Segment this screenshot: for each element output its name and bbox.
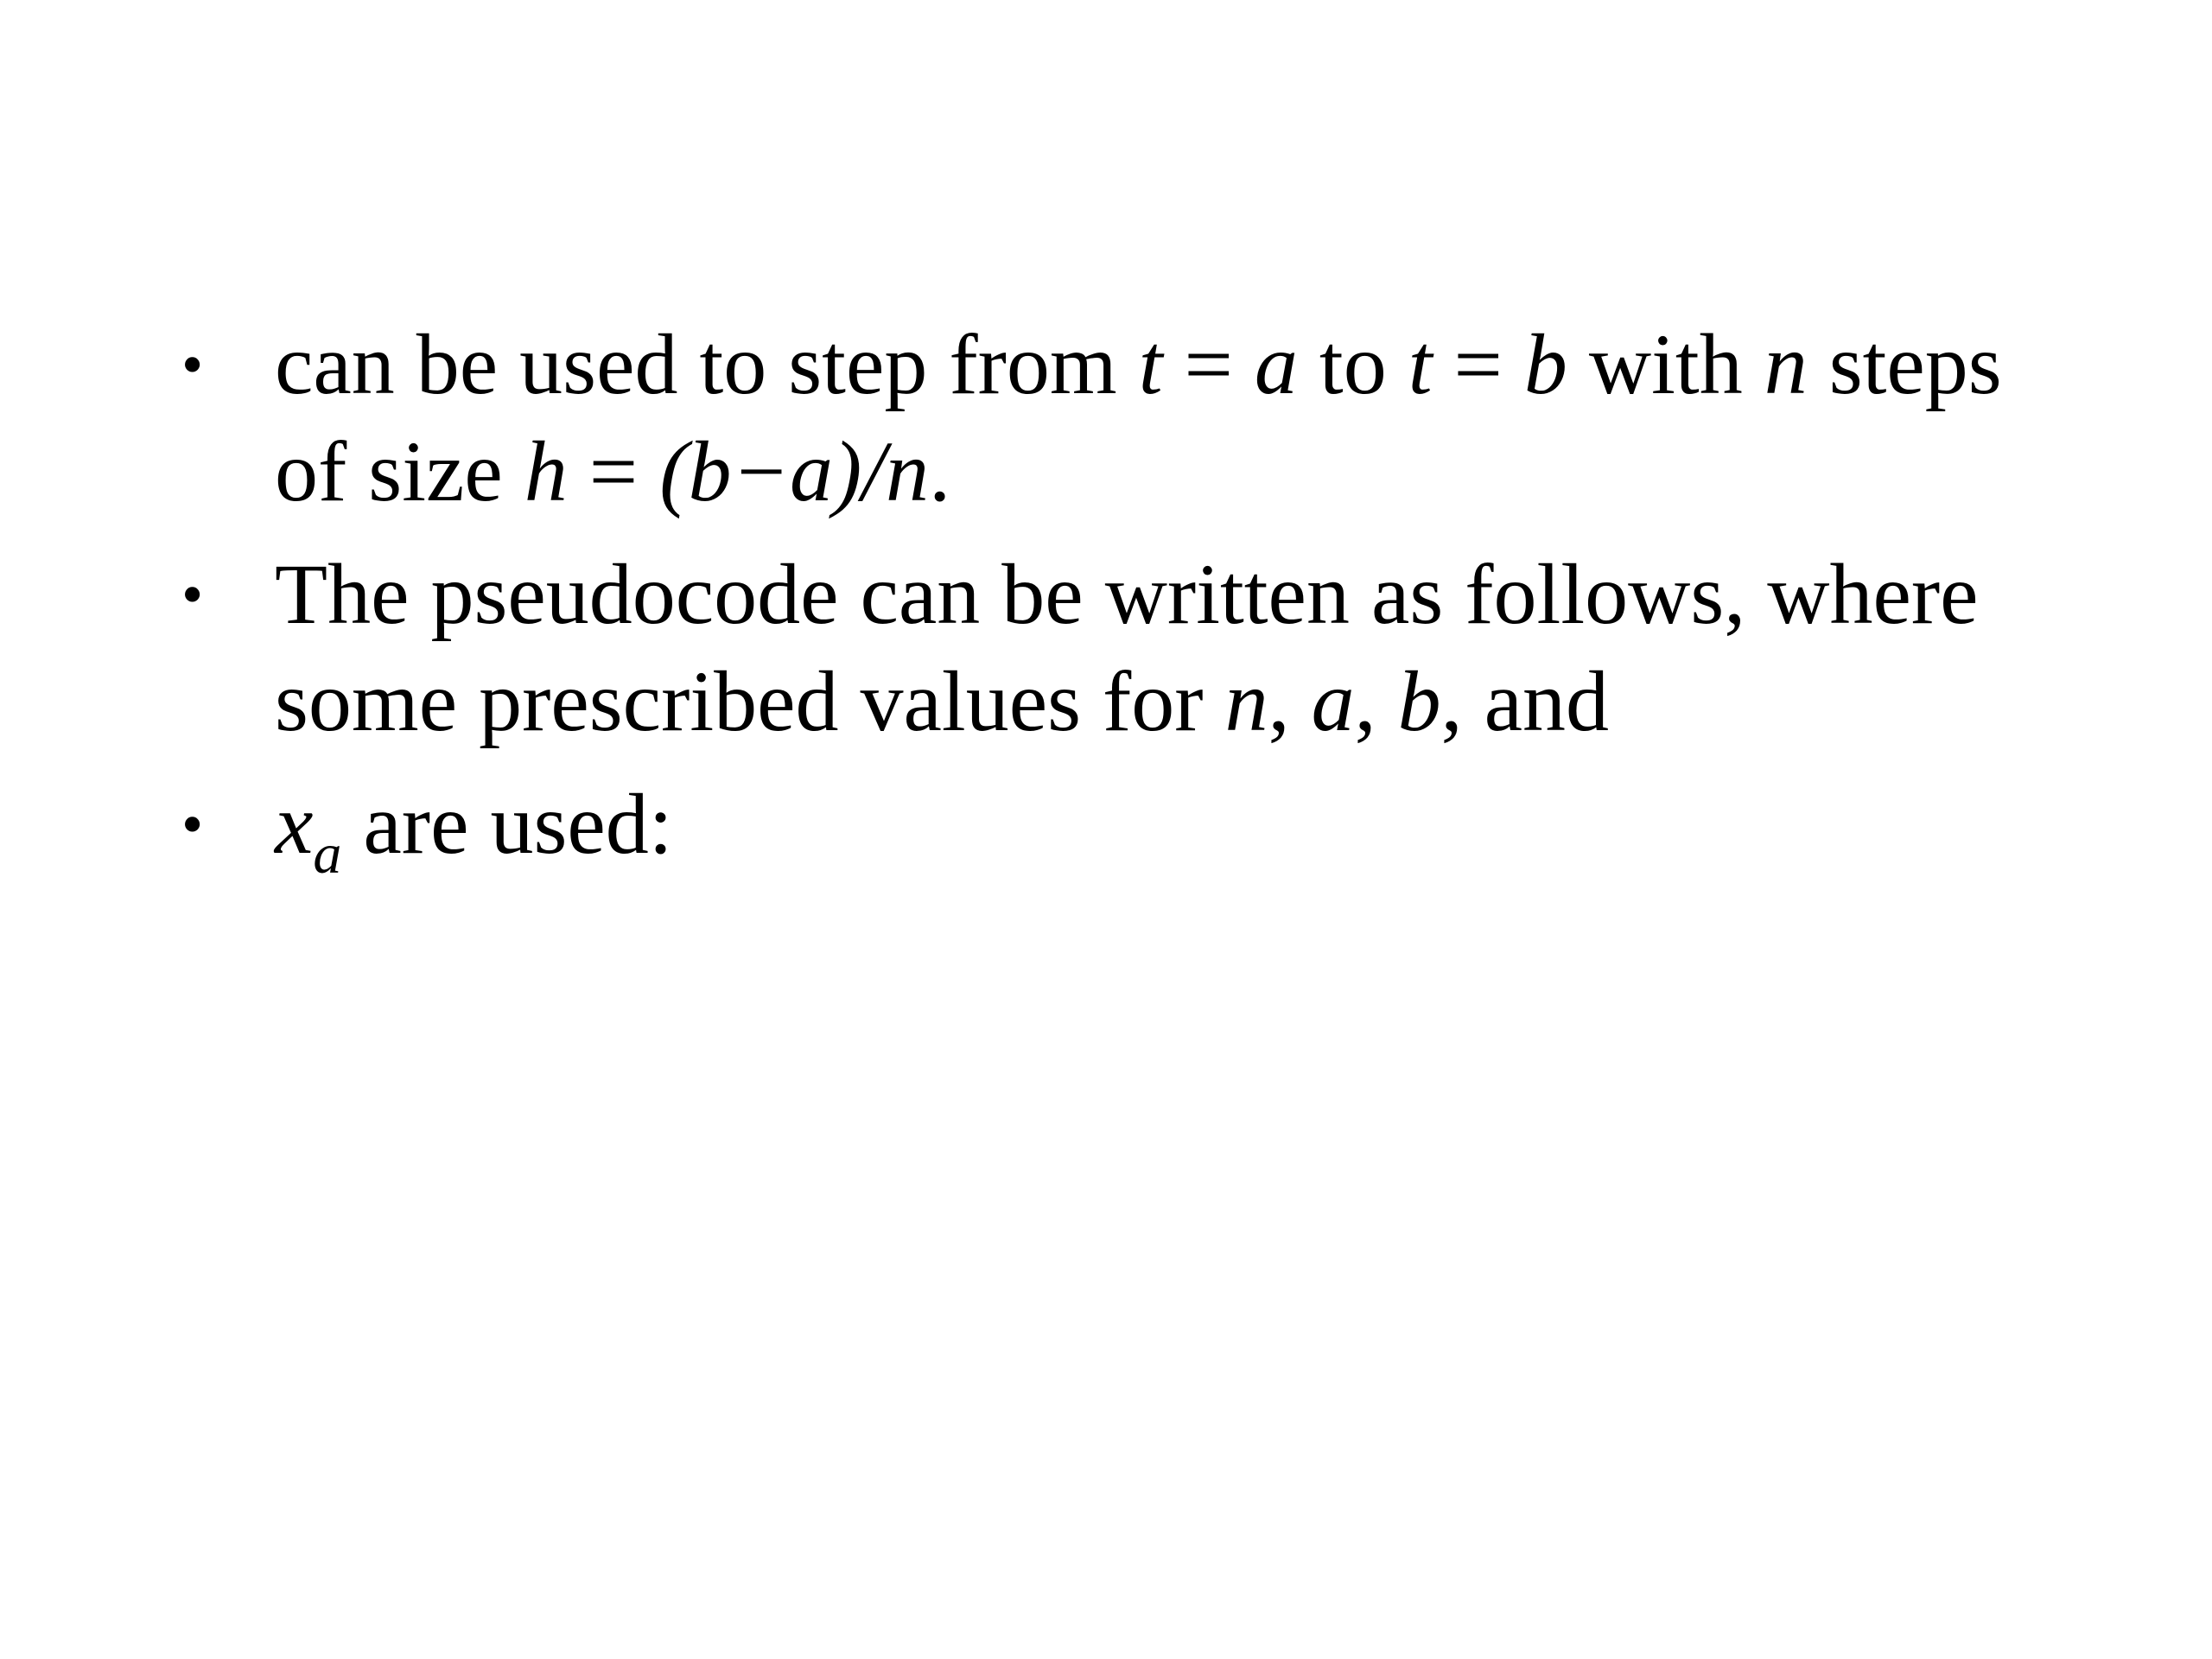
text-segment: = bbox=[1432, 316, 1524, 412]
bullet-item-2 bbox=[181, 541, 2082, 755]
bullet-list bbox=[181, 311, 2082, 893]
math-var: n bbox=[1764, 316, 1808, 412]
text-segment: . bbox=[929, 423, 951, 519]
math-var: x bbox=[275, 776, 314, 872]
text-segment: = bbox=[567, 423, 660, 519]
bullet-item-1 bbox=[181, 311, 2082, 525]
text-segment: = bbox=[1162, 316, 1255, 412]
bullet-item-3 bbox=[181, 771, 2082, 887]
math-subscript: a bbox=[313, 823, 342, 887]
text-segment: can be used to step from bbox=[275, 316, 1139, 412]
bullet-marker: • bbox=[181, 560, 204, 629]
text-segment: , bbox=[1354, 653, 1398, 749]
bullet-marker: • bbox=[181, 790, 204, 859]
math-var: a bbox=[1254, 316, 1298, 412]
math-var: t bbox=[1138, 316, 1163, 412]
text-segment: steps of size bbox=[275, 316, 2002, 519]
math-var: n bbox=[1224, 653, 1268, 749]
bullet-marker: • bbox=[181, 330, 204, 399]
text-segment: The pseudocode can be written as follows, where some prescribed values for bbox=[275, 546, 1979, 749]
text-segment: , bbox=[1268, 653, 1312, 749]
math-expression: (b−a)/n bbox=[659, 423, 930, 519]
math-var: b bbox=[1397, 653, 1441, 749]
math-var: b bbox=[1523, 316, 1567, 412]
text-segment: with bbox=[1567, 316, 1764, 412]
text-segment: are used: bbox=[341, 776, 673, 872]
math-var: a bbox=[1311, 653, 1355, 749]
text-segment: , and bbox=[1440, 653, 1609, 749]
math-var: h bbox=[524, 423, 568, 519]
text-segment: to bbox=[1297, 316, 1408, 412]
math-var: t bbox=[1408, 316, 1433, 412]
